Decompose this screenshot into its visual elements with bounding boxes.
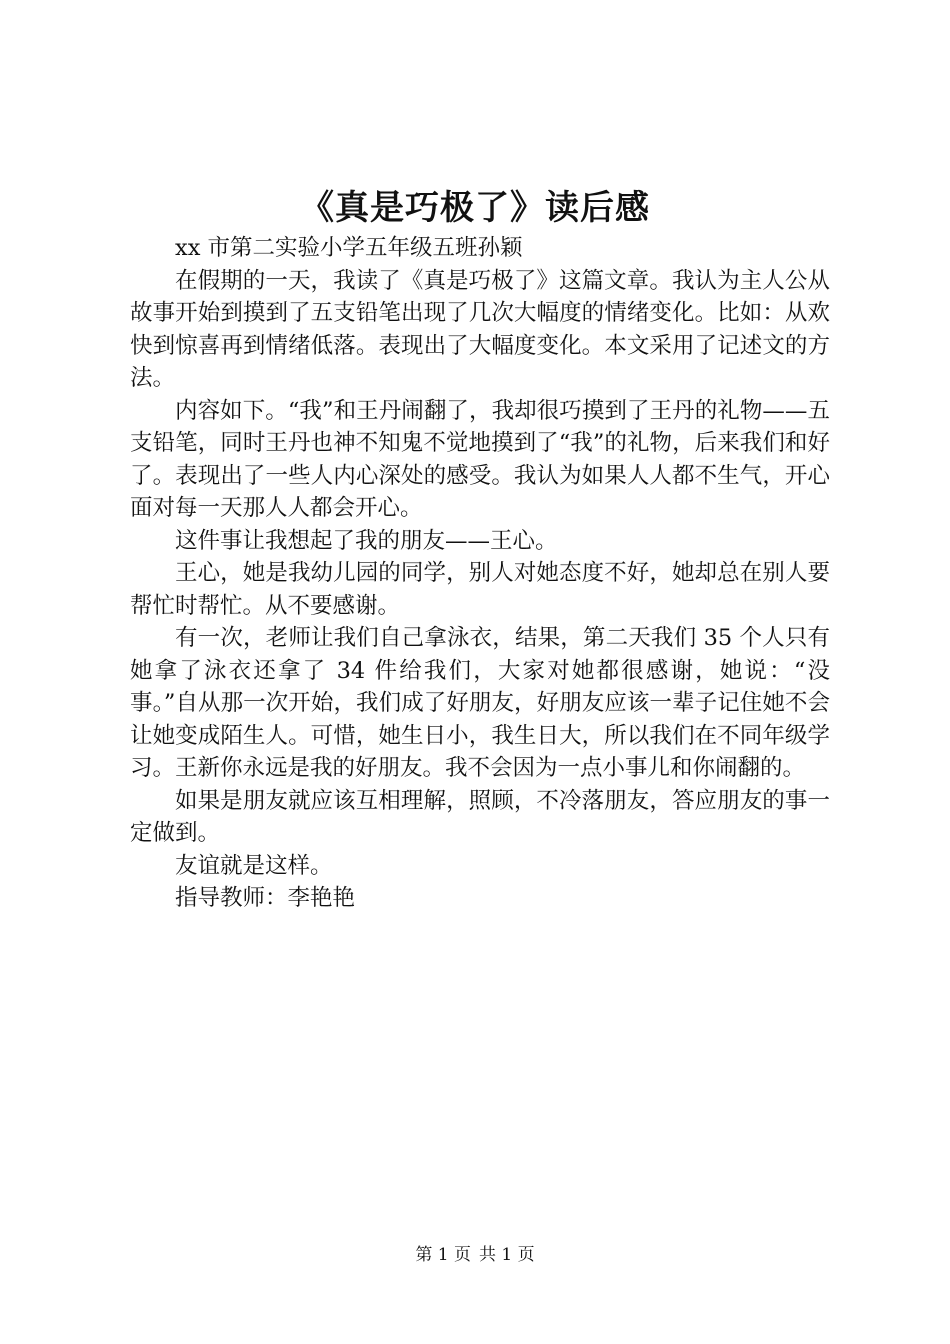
page-number-total: 共 1 页	[479, 1245, 535, 1265]
advisor-line: 指导教师：李艳艳	[175, 885, 356, 911]
paragraph-1: 在假期的一天，我读了《真是巧极了》这篇文章。我认为主人公从故事开始到摸到了五支铅笔出现了几次大幅度的情绪变化。比如：从欢快到惊喜再到情绪低落。表现出了大幅度变化。本文采用了记述文的方法。	[130, 267, 830, 391]
document-body	[130, 232, 830, 915]
paragraph-5: 有一次，老师让我们自己拿泳衣，结果，第二天我们 35 个人只有她拿了泳衣还拿了 34 件给我们，大家对她都很感谢，她说：“没事。”自从那一次开始，我们成了好朋友，好朋友应该一辈子记住她不会让她变成陌生人。可惜，她生日小，我生日大，所以我们在不同年级学习。王新你永远是我的好朋友。我不会因为一点小事儿和你闹翻的。	[130, 625, 830, 781]
page-number-current: 第 1 页	[415, 1245, 471, 1265]
paragraph-7: 友谊就是这样。	[175, 852, 333, 879]
paragraph-6: 如果是朋友就应该互相理解，照顾，不冷落朋友，答应朋友的事一定做到。	[130, 787, 830, 846]
paragraph-2: 内容如下。“我”和王丹闹翻了，我却很巧摸到了王丹的礼物——五支铅笔，同时王丹也神不知鬼不觉地摸到了“我”的礼物，后来我们和好了。表现出了一些人内心深处的感受。我认为如果人人都不生气，开心面对每一天那人人都会开心。	[130, 397, 830, 521]
paragraph-3: 这件事让我想起了我的朋友——王心。	[175, 527, 558, 554]
document-title: 《真是巧极了》读后感	[300, 188, 650, 228]
paragraph-4: 王心，她是我幼儿园的同学，别人对她态度不好，她却总在别人要帮忙时帮忙。从不要感谢。	[130, 560, 830, 619]
author-line: xx 市第二实验小学五年级五班孙颖	[175, 235, 523, 261]
page-footer	[0, 1243, 950, 1267]
